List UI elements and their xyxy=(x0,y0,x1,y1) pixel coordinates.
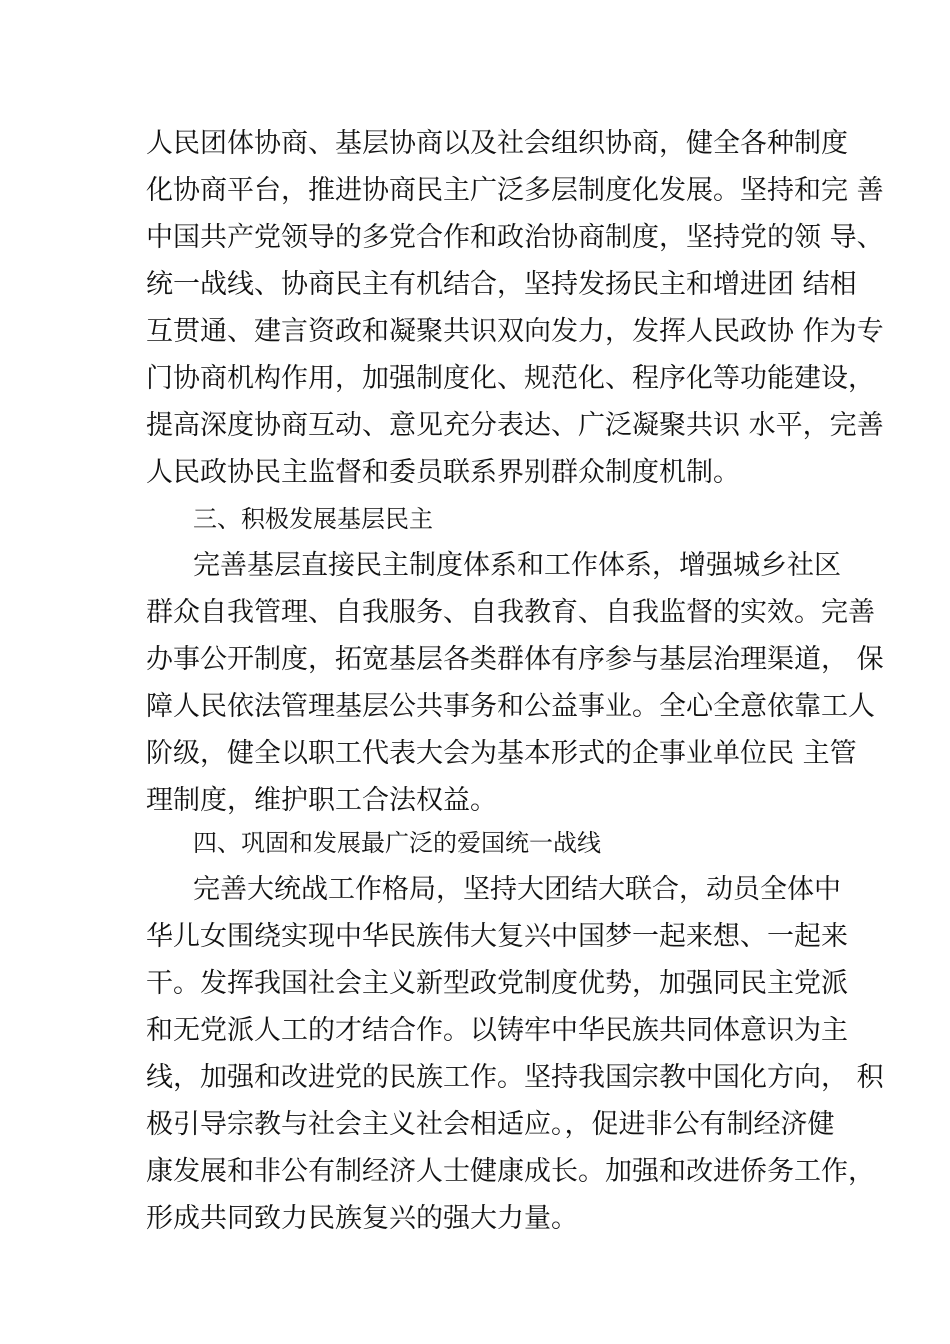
paragraph-2-line-3: 办事公开制度，拓宽基层各类群体有序参与基层治理渠道， 保 xyxy=(146,644,884,675)
paragraph-3-line-1: 完善大统战工作格局，坚持大团结大联合，动员全体中 xyxy=(193,874,841,905)
paragraph-3-line-2: 华儿女围绕实现中华民族伟大复兴中国梦一起来想、一起来 xyxy=(146,921,848,952)
paragraph-3-line-4: 和无党派人工的才结合作。以铸牢中华民族共同体意识为主 xyxy=(146,1015,848,1046)
paragraph-2-line-2: 群众自我管理、自我服务、自我教育、自我监督的实效。完善 xyxy=(146,597,875,628)
paragraph-3-line-6: 极引导宗教与社会主义社会相适应。，促进非公有制经济健 xyxy=(146,1109,835,1140)
paragraph-1-line-4: 统一战线、协商民主有机结合，坚持发扬民主和增进团 结相 xyxy=(146,269,857,300)
paragraph-1-line-7: 提高深度协商互动、意见充分表达、广泛凝聚共识 水平，完善 xyxy=(146,410,884,441)
paragraph-3-line-3: 干。发挥我国社会主义新型政党制度优势，加强同民主党派 xyxy=(146,968,848,999)
paragraph-3-line-5: 线，加强和改进党的民族工作。坚持我国宗教中国化方向， 积 xyxy=(146,1062,884,1093)
paragraph-1-line-1: 人民团体协商、基层协商以及社会组织协商，健全各种制度 xyxy=(146,128,848,159)
section-heading-4: 四、巩固和发展最广泛的爱国统一战线 xyxy=(193,829,601,857)
paragraph-2-line-5: 阶级，健全以职工代表大会为基本形式的企事业单位民 主管 xyxy=(146,738,857,769)
paragraph-1-line-6: 门协商机构作用，加强制度化、规范化、程序化等功能建设， xyxy=(146,363,875,394)
paragraph-2-line-4: 障人民依法管理基层公共事务和公益事业。全心全意依靠工人 xyxy=(146,691,875,722)
paragraph-1-line-5: 互贯通、建言资政和凝聚共识双向发力，发挥人民政协 作为专 xyxy=(146,316,884,347)
paragraph-3-line-7: 康发展和非公有制经济人士健康成长。加强和改进侨务工作， xyxy=(146,1156,875,1187)
paragraph-3-line-8: 形成共同致力民族复兴的强大力量。 xyxy=(146,1203,578,1234)
paragraph-1-line-3: 中国共产党领导的多党合作和政治协商制度，坚持党的领 导、 xyxy=(146,222,884,253)
paragraph-1-line-2: 化协商平台，推进协商民主广泛多层制度化发展。坚持和完 善 xyxy=(146,175,884,206)
paragraph-2-line-6: 理制度，维护职工合法权益。 xyxy=(146,785,497,816)
paragraph-1-line-8: 人民政协民主监督和委员联系界别群众制度机制。 xyxy=(146,457,740,488)
section-heading-3: 三、积极发展基层民主 xyxy=(193,505,433,533)
paragraph-2-line-1: 完善基层直接民主制度体系和工作体系，增强城乡社区 xyxy=(193,550,841,581)
